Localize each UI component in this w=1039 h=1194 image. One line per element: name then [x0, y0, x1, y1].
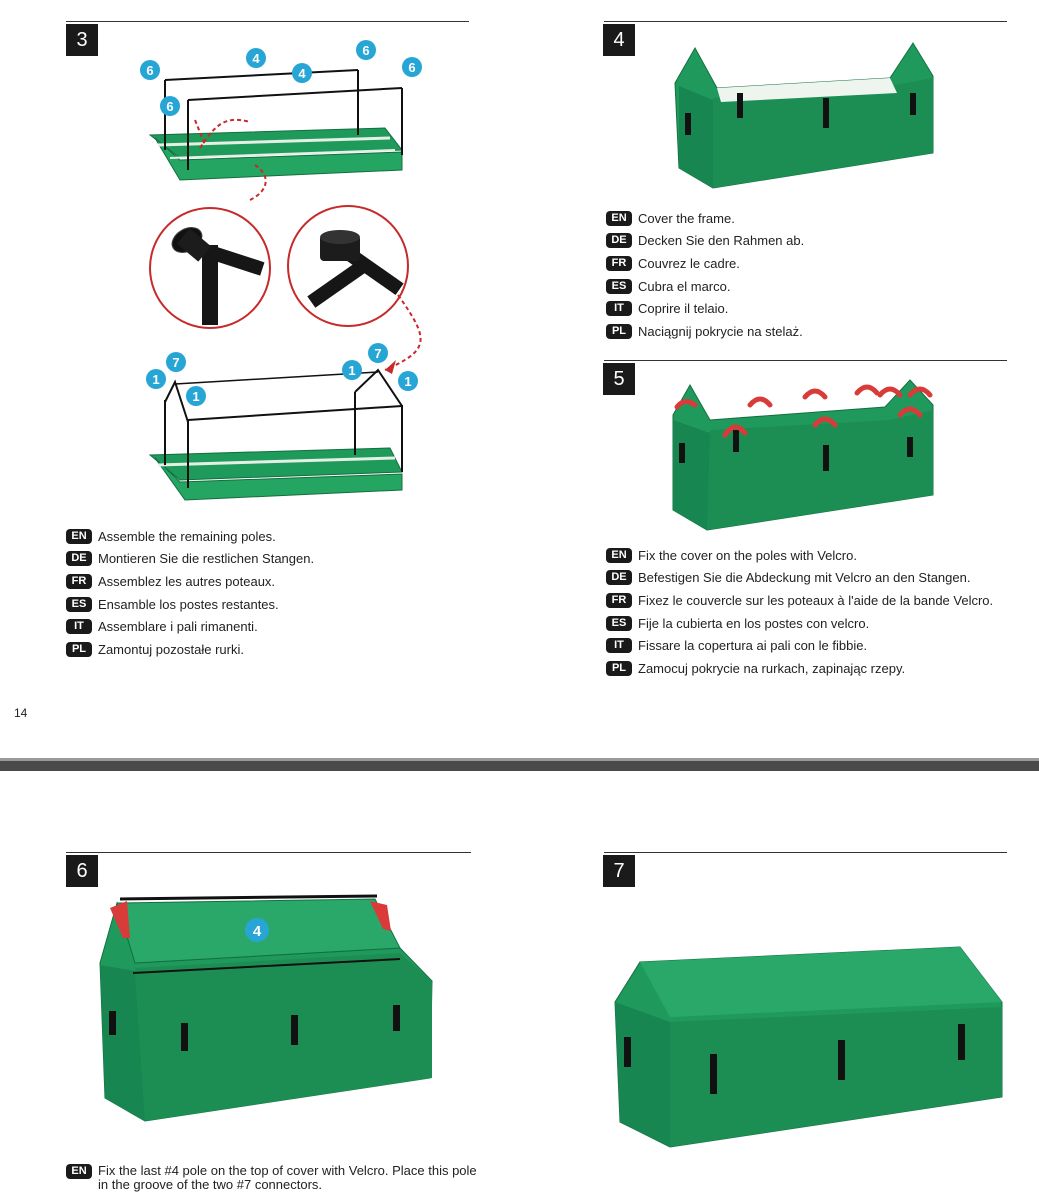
callout-1-c: 1 [348, 363, 356, 378]
instruction-text: Zamocuj pokrycie na rurkach, zapinając rzepy. [638, 660, 906, 676]
instruction-text: Fixez le couvercle sur les poteaux à l'aide de la bande Velcro. [638, 592, 994, 608]
lang-badge: EN [606, 548, 632, 563]
instruction-text: Cover the frame. [638, 210, 735, 226]
instruction-row [606, 275, 804, 298]
lang-badge: FR [66, 574, 92, 589]
frame-bottom-assembly [150, 370, 402, 500]
lang-badge: EN [66, 529, 92, 544]
callout-6-b: 6 [362, 43, 370, 58]
callout-6-d: 6 [166, 99, 174, 114]
lang-badge: FR [606, 593, 632, 608]
instruction-text: Decken Sie den Rahmen ab. [638, 233, 805, 249]
lang-badge: DE [606, 233, 632, 248]
step-7-rule [604, 852, 1007, 853]
step-4-rule [604, 21, 1007, 22]
step-3-number: 3 [66, 24, 98, 56]
instruction-text: Fije la cubierta en los postes con velcro. [638, 615, 870, 631]
step-5-rule [604, 360, 1007, 361]
callout-6-a: 6 [146, 63, 154, 78]
step-3-instructions [66, 525, 314, 661]
instruction-text: Naciągnij pokrycie na stelaż. [638, 323, 803, 339]
page-divider [0, 758, 1039, 771]
callout-4-c: 4 [252, 923, 262, 940]
instruction-text: Befestigen Sie die Abdeckung mit Velcro an den Stangen. [638, 570, 971, 586]
instruction-text: Zamontuj pozostałe rurki. [98, 641, 244, 657]
step-7-illustration [610, 942, 1005, 1152]
step-6-number: 6 [66, 855, 98, 887]
instruction-row [606, 297, 804, 320]
callout-7-b: 7 [374, 346, 382, 361]
lang-badge: ES [66, 597, 92, 612]
lang-badge: EN [606, 211, 632, 226]
step-5-instructions [606, 544, 993, 680]
instruction-row [606, 230, 804, 253]
instruction-row [606, 634, 993, 657]
lang-badge: IT [66, 619, 92, 634]
callout-4-b: 4 [298, 66, 306, 81]
instruction-row [66, 570, 314, 593]
instruction-text: Fissare la copertura ai pali con le fibbie. [638, 638, 868, 654]
instruction-text: Couvrez le cadre. [638, 255, 740, 271]
frame-top-assembly [150, 70, 402, 180]
lang-badge: ES [606, 279, 632, 294]
callout-7-a: 7 [172, 355, 180, 370]
lang-badge: IT [606, 301, 632, 316]
lang-badge: EN [66, 1164, 92, 1179]
instruction-row [606, 589, 993, 612]
instruction-text: Ensamble los postes restantes. [98, 596, 279, 612]
step-4-number: 4 [603, 24, 635, 56]
connector-detail-right [288, 206, 408, 326]
instruction-text: Montieren Sie die restlichen Stangen. [98, 551, 315, 567]
step-7-number: 7 [603, 855, 635, 887]
instruction-row [606, 567, 993, 590]
instruction-row [606, 612, 993, 635]
instruction-text: Assemblare i pali rimanenti. [98, 619, 258, 635]
lang-badge: IT [606, 638, 632, 653]
step-5-number: 5 [603, 363, 635, 395]
step-4-illustration [665, 38, 945, 198]
instruction-text: Coprire il telaio. [638, 301, 729, 317]
lang-badge: PL [66, 642, 92, 657]
lang-badge: ES [606, 616, 632, 631]
instruction-text: Fix the cover on the poles with Velcro. [638, 547, 857, 563]
instruction-text: Assemblez les autres poteaux. [98, 573, 276, 589]
step-6-illustration [95, 893, 440, 1128]
lang-badge: FR [606, 256, 632, 271]
instruction-text: Fix the last #4 pole on the top of cover with Velcro. Place this pole in the groove of the two #7 connectors. [98, 1163, 477, 1192]
step-6-rule [66, 852, 471, 853]
step-5-illustration [665, 375, 945, 535]
page-number: 14 [14, 706, 28, 720]
instruction-row [606, 657, 993, 680]
instruction-text: Cubra el marco. [638, 278, 731, 294]
callout-badges [140, 40, 422, 116]
instruction-row [66, 593, 314, 616]
instruction-row [66, 615, 314, 638]
instruction-row [606, 320, 804, 343]
step-6-instructions [66, 1164, 486, 1192]
instruction-row [66, 638, 314, 661]
callout-1-a: 1 [152, 372, 160, 387]
step-3-rule [66, 21, 469, 22]
callout-1-d: 1 [404, 374, 412, 389]
lang-badge: PL [606, 661, 632, 676]
callout-4-a: 4 [252, 51, 260, 66]
lang-badge: DE [606, 570, 632, 585]
step-3-illustration [140, 40, 430, 520]
connector-detail-left [150, 208, 270, 328]
callout-1-b: 1 [192, 389, 200, 404]
lang-badge: PL [606, 324, 632, 339]
step-4-instructions [606, 207, 804, 343]
instruction-row [606, 207, 804, 230]
instruction-text: Assemble the remaining poles. [98, 528, 276, 544]
instruction-row [66, 548, 314, 571]
lang-badge: DE [66, 551, 92, 566]
callout-6-c: 6 [408, 60, 416, 75]
callout-badges-bottom [146, 343, 418, 406]
instruction-row [66, 525, 314, 548]
instruction-row [606, 544, 993, 567]
instruction-row [606, 252, 804, 275]
